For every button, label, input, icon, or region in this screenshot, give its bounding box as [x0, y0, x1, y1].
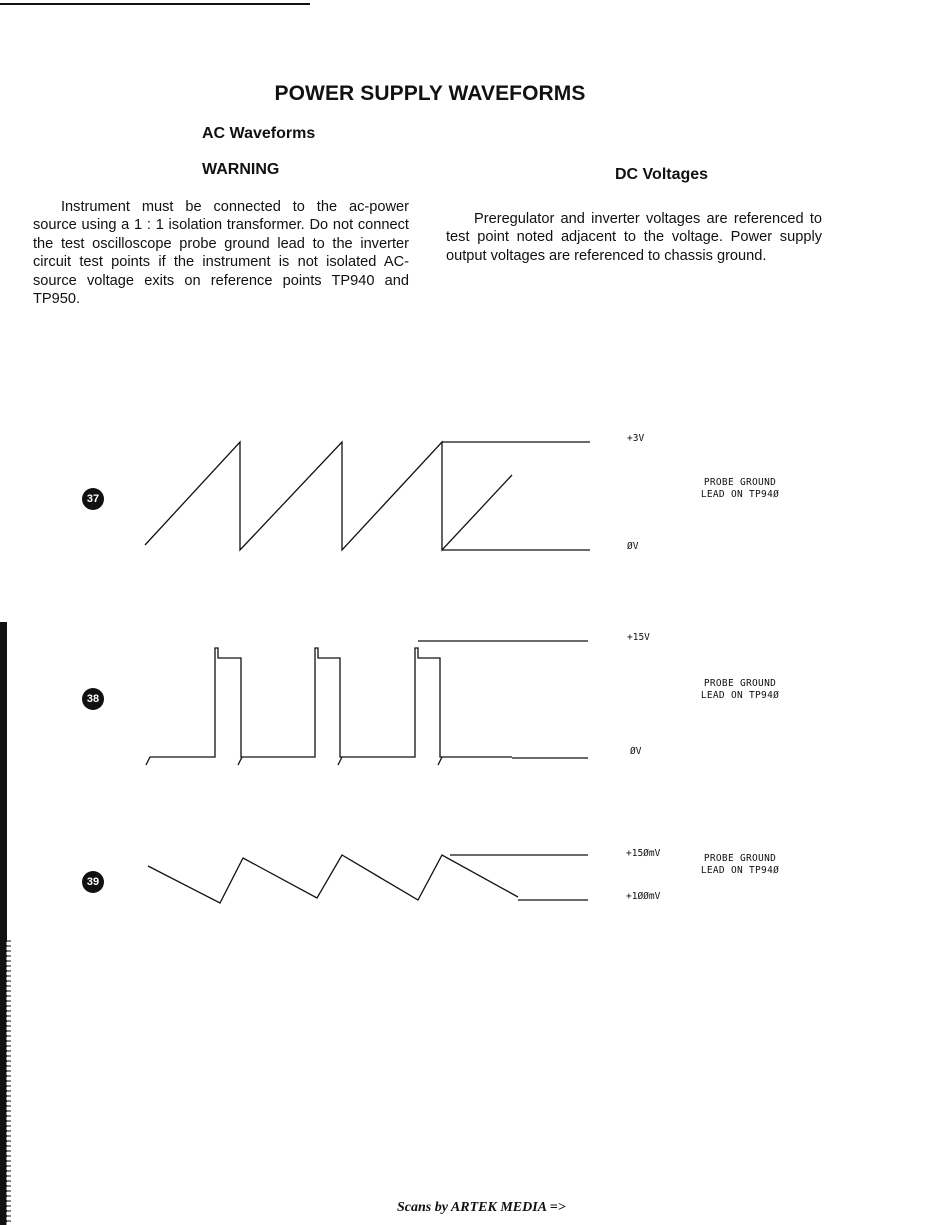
warning-text: Instrument must be connected to the ac-power source using a 1 : 1 isolation transformer. Do not connect the test oscilloscope probe ground lead to the inverter circuit test points if the instrument is not isolated AC-source voltage exits on reference points TP940 and TP950.	[33, 199, 409, 308]
waveform-38-leadin-4	[438, 757, 442, 765]
ac-waveforms-heading: AC Waveforms	[202, 125, 316, 142]
waveform-38-number-badge: 38	[82, 688, 104, 710]
waveform-37-bottom-level: ØV	[627, 541, 639, 552]
waveform-38-bottom-level: ØV	[630, 746, 642, 757]
waveform-39-probe-note	[690, 853, 790, 877]
scan-credit-footer: Scans by ARTEK MEDIA =>	[397, 1200, 566, 1215]
waveform-39-probe-line2: LEAD ON TP94Ø	[700, 865, 780, 876]
dc-voltages-text: Preregulator and inverter voltages are referenced to test point noted adjacent to the voltage. Power supply output voltages are referenced to chassis ground.	[446, 211, 822, 264]
waveform-37-number-badge: 37	[82, 488, 104, 510]
waveform-39-trace	[148, 855, 518, 903]
waveform-39-bottom-level: +1ØØmV	[626, 891, 661, 902]
waveform-37-top-level: +3V	[627, 433, 645, 444]
waveform-38-probe-note	[690, 678, 790, 702]
waveform-38-trace	[146, 648, 512, 765]
waveform-37-trace	[145, 442, 512, 550]
page-title: POWER SUPPLY WAVEFORMS	[274, 82, 586, 105]
waveform-38-top-level: +15V	[627, 632, 650, 643]
waveform-39-top-level: +15ØmV	[626, 848, 661, 859]
waveform-37-probe-line2: LEAD ON TP94Ø	[700, 489, 780, 500]
waveform-38-probe-line2: LEAD ON TP94Ø	[700, 690, 780, 701]
waveform-38-probe-line1: PROBE GROUND	[703, 678, 777, 689]
waveform-39-probe-line1: PROBE GROUND	[703, 853, 777, 864]
waveform-37-probe-note	[690, 477, 790, 501]
warning-heading: WARNING	[202, 161, 280, 178]
dc-voltages-heading: DC Voltages	[615, 166, 709, 183]
waveform-38-leadin-2	[238, 757, 242, 765]
waveform-37-probe-line1: PROBE GROUND	[703, 477, 777, 488]
waveform-38-leadin-3	[338, 757, 342, 765]
waveform-39-number-badge: 39	[82, 871, 104, 893]
